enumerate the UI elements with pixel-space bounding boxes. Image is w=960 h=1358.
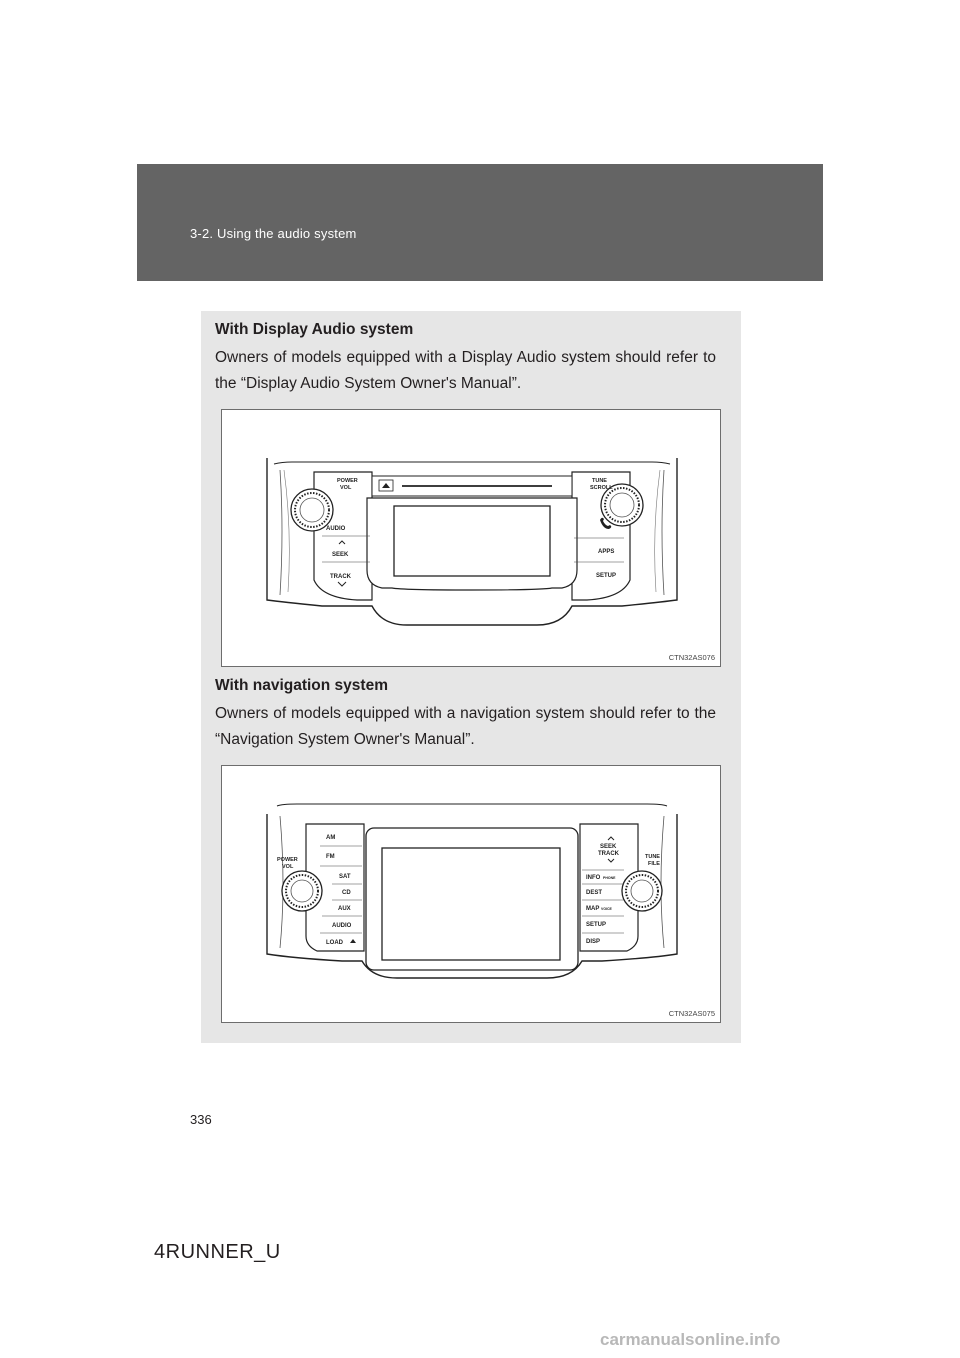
apps-label: APPS	[598, 549, 615, 555]
tune-file-label-line2: FILE	[648, 861, 660, 867]
seek-track-label-line1: SEEK	[600, 844, 617, 850]
fm-label: FM	[326, 854, 335, 860]
tune-label-line1: TUNE	[592, 478, 607, 484]
track-label: TRACK	[330, 574, 351, 580]
load-label: LOAD	[326, 940, 343, 946]
section-title: 3-2. Using the audio system	[190, 226, 357, 241]
display-audio-figure-code: CTN32AS076	[668, 653, 715, 662]
power-label-line1: POWER	[337, 478, 358, 484]
navigation-figure-code: CTN32AS075	[668, 1009, 715, 1018]
nav-power-label-line1: POWER	[277, 857, 298, 863]
tune-label-line2: SCROLL	[590, 485, 613, 491]
navigation-text: Owners of models equipped with a navigation system should refer to the “Navigation System Owner's Manual”.	[215, 705, 716, 748]
setup-label: SETUP	[596, 573, 617, 579]
map-label: MAP	[586, 906, 600, 912]
display-audio-illustration	[222, 410, 721, 667]
display-audio-figure	[221, 409, 721, 667]
power-label-line2: VOL	[340, 485, 352, 491]
navigation-figure	[221, 765, 721, 1023]
seek-label: SEEK	[332, 552, 349, 558]
cd-label: CD	[342, 890, 351, 896]
header-band	[137, 164, 823, 281]
display-audio-heading: With Display Audio system	[215, 321, 414, 338]
aux-label: AUX	[338, 906, 351, 912]
navigation-heading: With navigation system	[215, 677, 388, 694]
sat-label: SAT	[339, 874, 351, 880]
display-audio-text: Owners of models equipped with a Display Audio system should refer to the “Display Audio System Owner's Manual”.	[215, 349, 716, 392]
info-label: INFO	[586, 875, 601, 881]
nav-setup-label: SETUP	[586, 922, 607, 928]
footer-model: 4RUNNER_U	[154, 1241, 281, 1263]
tune-file-label-line1: TUNE	[645, 854, 660, 860]
audio-label: AUDIO	[326, 526, 346, 532]
nav-power-label-line2: VOL	[282, 864, 294, 870]
page-number: 336	[190, 1112, 212, 1127]
disp-label: DISP	[586, 939, 601, 945]
navigation-illustration	[222, 766, 721, 1023]
map-sub-label: VOICE	[601, 907, 612, 911]
watermark: carmanualsonline.info	[600, 1330, 781, 1349]
am-label: AM	[326, 835, 336, 841]
info-sub-label: PHONE	[603, 876, 616, 880]
seek-track-label-line2: TRACK	[598, 851, 619, 857]
nav-audio-label: AUDIO	[332, 923, 352, 929]
dest-label: DEST	[586, 890, 603, 896]
